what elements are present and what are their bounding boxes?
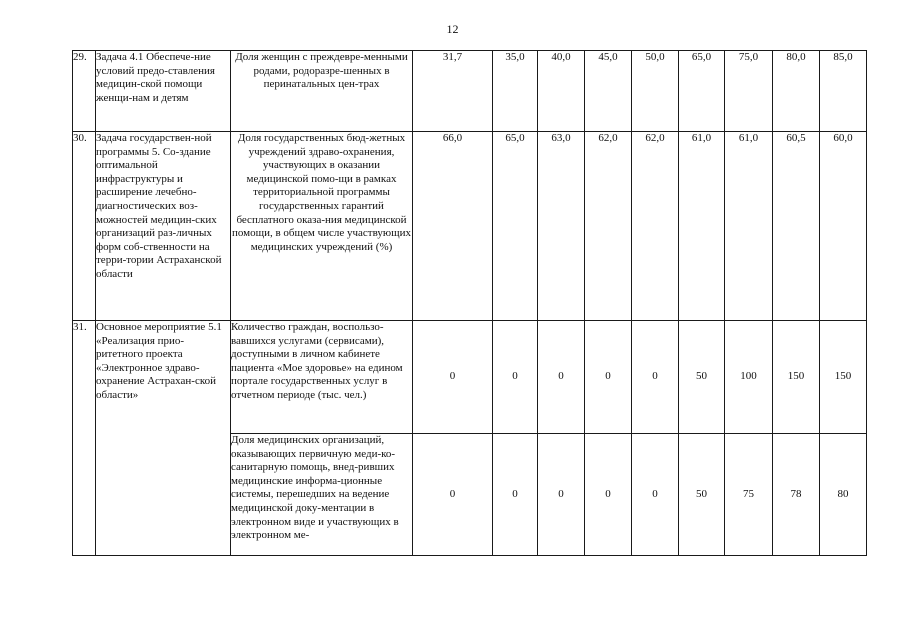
value-cell: 78 [773,434,820,556]
value-cell: 0 [413,321,493,434]
table-row [73,132,867,321]
value-cell: 0 [585,434,632,556]
value-cell: 0 [493,321,538,434]
value-cell: 63,0 [538,132,585,321]
indicator-cell: Количество граждан, воспользо-вавшихся услугами (сервисами), доступными в личном кабинете пациента «Мое здоровье» на едином портале государственных услуг в отчетном периоде (тыс. чел.) [231,321,413,434]
table-row [73,321,867,434]
table-row [73,51,867,132]
value-cell: 0 [632,321,679,434]
value-cell: 75 [725,434,773,556]
row-number: 29. [73,51,96,132]
task-cell: Задача 4.1 Обеспече-ние условий предо-ставления медицин-ской помощи женщи-нам и детям [96,51,231,132]
value-cell: 50 [679,434,725,556]
row-number: 30. [73,132,96,321]
value-cell: 0 [538,321,585,434]
value-cell: 35,0 [493,51,538,132]
row-number: 31. [73,321,96,556]
value-cell: 0 [632,434,679,556]
value-cell: 75,0 [725,51,773,132]
indicator-cell: Доля государственных бюд-жетных учреждений здраво-охранения, участвующих в оказании медицинской помо-щи в рамках территориальной программы государственных гарантий бесплатного оказа-ния медицинской помощи, в общем числе участвующих медицинских учреждений (%) [231,132,413,321]
value-cell: 62,0 [632,132,679,321]
indicator-cell: Доля медицинских организаций, оказывающих первичную меди-ко-санитарную помощь, внед-ривших медицинские информа-ционные системы, перешедших на ведение медицинской доку-ментации в электронном виде и участвующих в электронном ме- [231,434,413,556]
value-cell: 100 [725,321,773,434]
value-cell: 0 [493,434,538,556]
value-cell: 50 [679,321,725,434]
value-cell: 61,0 [679,132,725,321]
value-cell: 60,5 [773,132,820,321]
value-cell: 60,0 [820,132,867,321]
value-cell: 0 [413,434,493,556]
value-cell: 61,0 [725,132,773,321]
value-cell: 31,7 [413,51,493,132]
value-cell: 0 [585,321,632,434]
value-cell: 45,0 [585,51,632,132]
value-cell: 85,0 [820,51,867,132]
value-cell: 65,0 [679,51,725,132]
value-cell: 66,0 [413,132,493,321]
indicator-cell: Доля женщин с преждевре-менными родами, родоразре-шенных в перинатальных цен-трах [231,51,413,132]
value-cell: 40,0 [538,51,585,132]
indicators-table [72,50,867,556]
task-cell: Задача государствен-ной программы 5. Со-здание оптимальной инфраструктуры и расширение лечебно-диагностических воз-можностей медицин-ских организаций раз-личных форм соб-ственности на терри-тории Астраханской области [96,132,231,321]
value-cell: 80 [820,434,867,556]
value-cell: 150 [820,321,867,434]
value-cell: 80,0 [773,51,820,132]
value-cell: 50,0 [632,51,679,132]
value-cell: 150 [773,321,820,434]
value-cell: 65,0 [493,132,538,321]
value-cell: 62,0 [585,132,632,321]
task-cell: Основное мероприятие 5.1 «Реализация прио-ритетного проекта «Электронное здраво-охранение Астрахан-ской области» [96,321,231,556]
page-number: 12 [446,22,459,36]
value-cell: 0 [538,434,585,556]
